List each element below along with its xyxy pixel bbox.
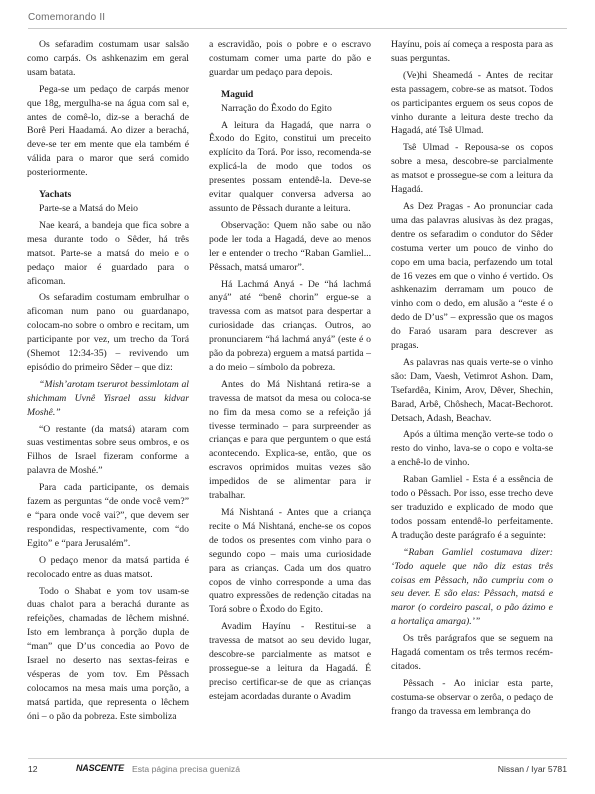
paragraph: Nae keará, a bandeja que fica sobre a mesa durante todo o Sêder, há três matsot. Parte-se a matsá do meio e o pedaço maior é guardado para o aficoman. bbox=[27, 219, 189, 287]
paragraph: Má Nishtaná - Antes que a criança recite o Má Nishtaná, enche-se os copos de todos os presentes com vinho para o segundo copo – mais uma curiosidade para as crianças. Cada um dos quatro copos de vinho corresponde a uma das quatro expressões de redenção citadas na Torá sobre o Êxodo do Egito. bbox=[209, 507, 371, 616]
paragraph: Tsê Ulmad - Repousa-se os copos sobre a mesa, descobre-se parcialmente as matsot e prossegue-se com a leitura da Hagadá. bbox=[391, 142, 553, 196]
section-subtitle: Parte-se a Matsá do Meio bbox=[39, 202, 138, 214]
paragraph: As palavras nas quais verte-se o vinho são: Dam, Vaesh, Vetimrot Ashon. Dam, Tsefardêa, Kinim, Arov, Dêver, Shechin, Barad, Arbê, Chôshech, Macat-Bechorot. Detsach, Adash, Beachav. bbox=[391, 356, 553, 424]
issue-label: Nissan / Iyar 5781 bbox=[497, 764, 567, 774]
header-rule bbox=[28, 28, 567, 29]
paragraph: Os sefaradim costumam usar salsão como carpás. Os ashkenazim em geral usam batata. bbox=[27, 39, 189, 78]
quote: “Raban Gamliel costumava dizer: ‘Todo aquele que não diz estas três coisas em Pêssach, não cumpriu com o seu dever. E são elas: Pêssach, matsá e maror (o cordeiro pascal, o pão ázimo e a hortaliça amarga).’” bbox=[391, 546, 553, 628]
paragraph: Após a última menção verte-se todo o resto do vinho, lava-se o copo e volta-se a enchê-lo de vinho. bbox=[391, 429, 553, 469]
paragraph: A leitura da Hagadá, que narra o Êxodo do Egito, constitui um preceito explícito da Torá. Por isso, recomenda-se explicá-la de modo que todos os presentes possam entendê-la. Deve-se evitar qualquer conversa adversa ao assunto de Pêssach durante a leitura. bbox=[209, 119, 371, 214]
magazine-logo: NASCENTE bbox=[76, 763, 124, 773]
quote: “Mish’arotam tserurot bessimlotam al shichmam Uvnê Yisrael assu kidvar Moshê.” bbox=[27, 378, 189, 418]
paragraph: As Dez Pragas - Ao pronunciar cada uma das palavras alusivas às dez pragas, dentre os sefaradim o condutor do Sêder costuma verter um pouco de vinho do copo em uma bacia, perfazendo um total de 16 vezes em que o vinho é vertido. Os ashkenazim derramam um pouco de vinho com o dedo, em alusão a “este é o dedo de D’us” – expressão que os magos do Faraó usaram para descrever as pragas. bbox=[391, 200, 553, 352]
footer-note: Esta página precisa guenizá bbox=[132, 764, 240, 774]
paragraph: Para cada participante, os demais fazem as perguntas “de onde você vem?” e “para onde você vai?”, que devem ser respondidas, respectivamente, com “do Egito” e “para Jerusalém”. bbox=[27, 482, 189, 549]
paragraph: Os sefaradim costumam embrulhar o aficoman num pano ou guardanapo, colocam-no sobre o ombro e recitam, um participante por vez, um trecho da Torá (Shemot 12:34-35) – revivendo um episódio do primeiro Sêder – que diz: bbox=[27, 292, 189, 373]
section-title: Yachats bbox=[39, 189, 72, 201]
paragraph: Há Lachmá Anyá - De “há lachmá anyá” até “benê chorin” ergue-se a travessa com as matsot para despertar a curiosidade das crianças. Outros, ao pronunciarem “há lachmá anyá” (este é o pão da pobreza) erguem a matsá partida – a do meio – símbolo da pobreza. bbox=[209, 278, 371, 373]
paragraph: Pêssach - Ao iniciar esta parte, costuma-se observar o zerôa, o pedaço de frango da travessa em lembrança do bbox=[391, 677, 553, 717]
paragraph: Todo o Shabat e yom tov usam-se duas chalot para a berachá durante as refeições, chamadas de lêchem mishné. Isto em lembrança à porção dupla de “man” que D’us concedia ao Povo de Israel no deserto nas sextas-feiras e vésperas de yom tov. Em Pêssach colocamos na mesa mais uma porção, a matsá partida, que representa o lêchem óni – o pão da pobreza. Este simboliza bbox=[27, 585, 189, 722]
paragraph: Antes do Má Nishtaná retira-se a travessa de matsot da mesa ou coloca-se no fim da mesa como se a refeição já tivesse terminado – para surpreender as crianças e para que perguntem o que está acontecendo. Explica-se, então, que os escravos oprimidos muitas vezes são impedidos de se alimentar para ir trabalhar. bbox=[209, 378, 371, 502]
paragraph: (Ve)hi Sheamedá - Antes de recitar esta passagem, cobre-se as matsot. Todos os participantes erguem os seus copos de vinho durante a leitura deste trecho da Hagadá, até Tsê Ulmad. bbox=[391, 69, 553, 137]
column-3 bbox=[391, 38, 553, 722]
section-title: Maguid bbox=[221, 88, 254, 100]
footer-rule bbox=[28, 758, 567, 759]
paragraph: O pedaço menor da matsá partida é recolocado entre as duas matsot. bbox=[27, 554, 189, 580]
column-2 bbox=[209, 38, 371, 707]
column-1 bbox=[27, 38, 189, 727]
paragraph: Avadim Hayínu - Restitui-se a travessa de matsot ao seu devido lugar, descobre-se parcialmente as matsot e prossegue-se a leitura da Hagadá. É preciso certificar-se de que as crianças estejam acordadas durante o Avadim bbox=[209, 621, 371, 702]
paragraph: Observação: Quem não sabe ou não pode ler toda a Hagadá, deve ao menos ler e entender o trecho “Raban Gamliel... Pêssach, matsá umaror”. bbox=[209, 219, 371, 273]
footer bbox=[28, 764, 567, 778]
paragraph: a escravidão, pois o pobre e o escravo costumam comer uma parte do pão e guardar um pedaço para depois. bbox=[209, 39, 371, 78]
paragraph: Os três parágrafos que se seguem na Hagadá comentam os três termos recém-citados. bbox=[391, 633, 553, 672]
paragraph: “O restante (da matsá) ataram com suas vestimentas sobre seus ombros, e os Filhos de Israel fizeram conforme a palavra de Moshé.” bbox=[27, 423, 189, 477]
paragraph: Hayínu, pois aí começa a resposta para as suas perguntas. bbox=[391, 39, 553, 64]
paragraph: Pega-se um pedaço de carpás menor que 18g, mergulha-se na água com sal e, antes de comê-lo, diz-se a berachá de Borê Peri Haadamá. Ao dizer a berachá, deve-se ter em mente que ela também é válida para o maror que será comido posteriormente. bbox=[27, 83, 189, 179]
paragraph: Raban Gamliel - Esta é a essência de todo o Pêssach. Por isso, esse trecho deve ser traduzido e explicado de modo que todos possam entendê-lo perfeitamente. A tradução deste parágrafo é a seguinte: bbox=[391, 474, 553, 541]
running-head: Comemorando II bbox=[28, 12, 106, 23]
page-number: 12 bbox=[28, 764, 38, 774]
section-subtitle: Narração do Êxodo do Egito bbox=[221, 102, 332, 114]
